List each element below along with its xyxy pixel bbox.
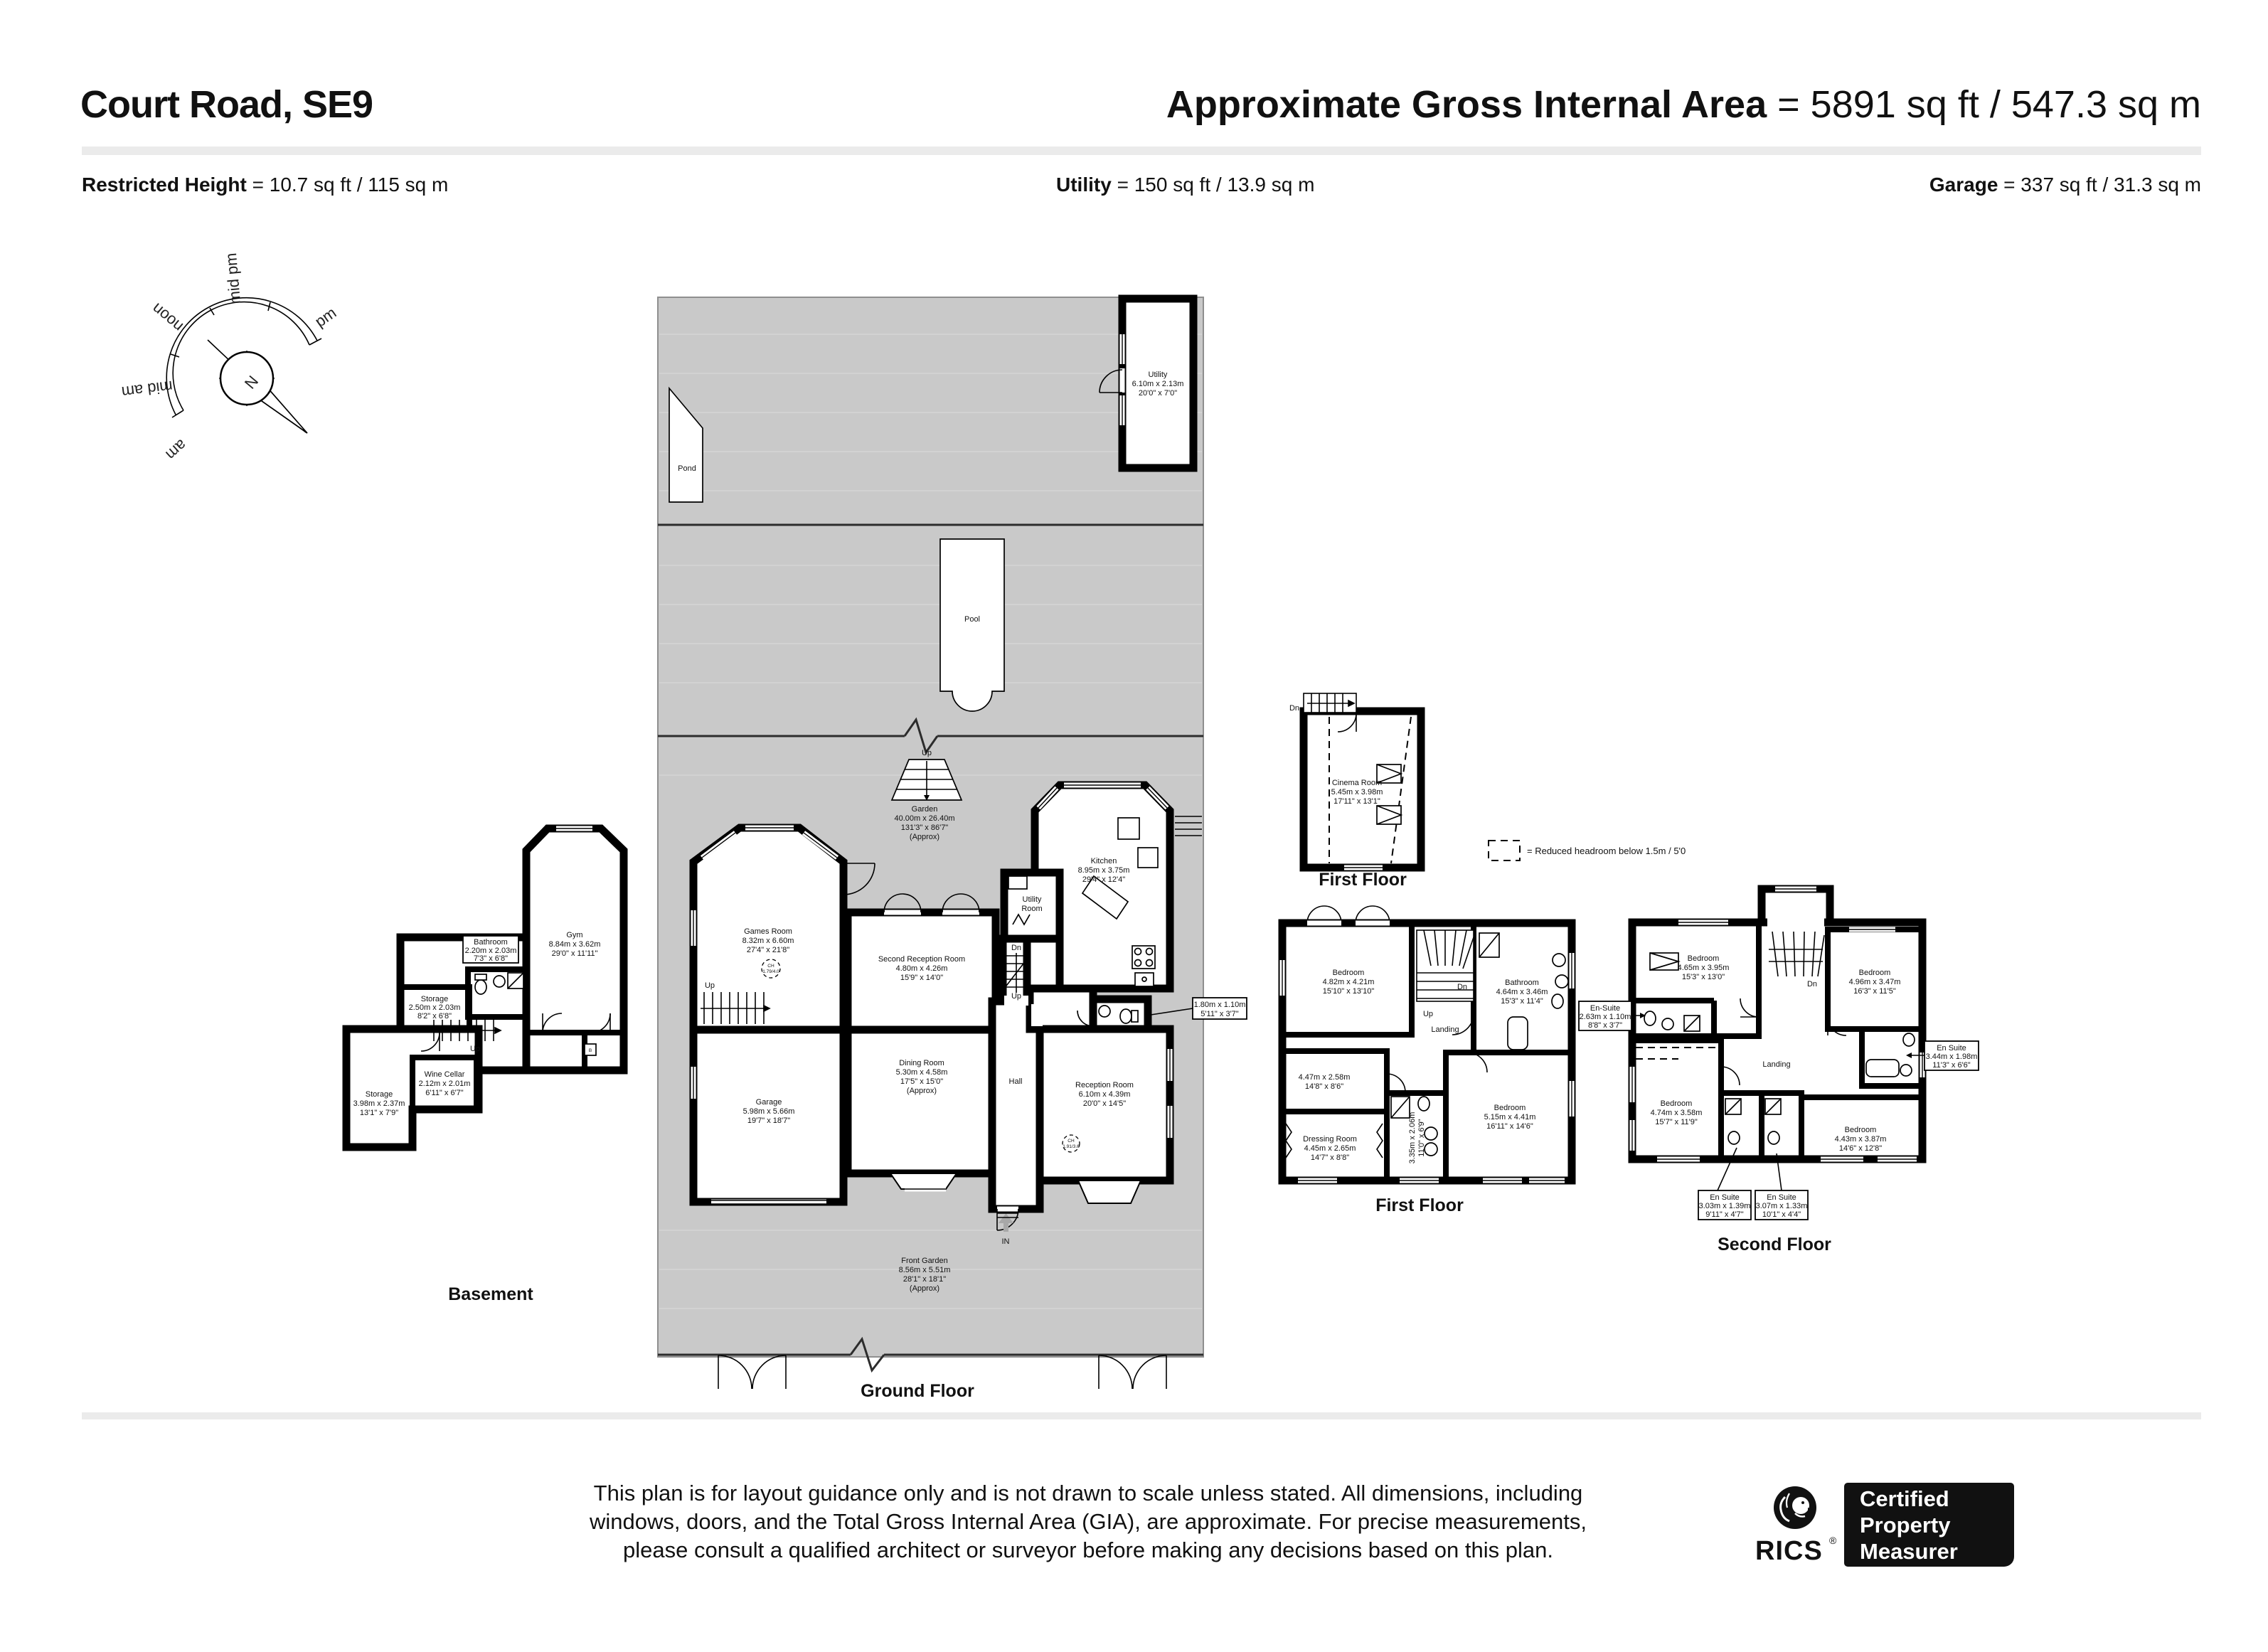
annex-dn-label: Dn xyxy=(1289,704,1300,713)
wc-callout-m: 1.80m x 1.10m xyxy=(1193,1001,1246,1009)
outbuilding-utility-ft: 20'0" x 7'0" xyxy=(1138,389,1178,398)
garden-steps-up-label: Up xyxy=(921,749,932,757)
games-up-label: Up xyxy=(704,981,715,990)
basement-bathroom-m: 2.20m x 2.03m xyxy=(464,947,517,955)
games-ch-bottom: 1.79/4.0 xyxy=(762,969,779,974)
storage2-ft: 13'1" x 7'9" xyxy=(359,1109,399,1117)
front-gate-left xyxy=(718,1355,786,1389)
utility-value: = 150 sq ft / 13.9 sq m xyxy=(1117,174,1315,196)
page-title: Court Road, SE9 xyxy=(80,83,373,126)
basement-plan xyxy=(346,828,624,1304)
games-room-name: Games Room xyxy=(744,927,792,936)
landing-nook xyxy=(1027,939,1060,992)
first-bed2-ft: 16'11" x 14'6" xyxy=(1486,1122,1533,1131)
reception-ft: 20'0" x 14'5" xyxy=(1082,1099,1127,1108)
kitchen-ft: 29'4" x 12'4" xyxy=(1082,875,1126,884)
first-floor-title: First Floor xyxy=(1375,1195,1464,1215)
dining-room xyxy=(848,1030,996,1173)
badge-line-1: Certified xyxy=(1860,1486,1949,1511)
first-bed1-name: Bedroom xyxy=(1332,969,1365,977)
ensuite-right-name: En Suite xyxy=(1937,1044,1966,1053)
ground-floor-title: Ground Floor xyxy=(861,1381,974,1401)
dining-name: Dining Room xyxy=(899,1059,944,1067)
ensuite-right-m: 3.44m x 1.98m xyxy=(1925,1053,1978,1061)
second-bed4-ft: 14'6" x 12'8" xyxy=(1838,1144,1883,1153)
kitchen-name: Kitchen xyxy=(1090,857,1117,865)
second-bed2-m: 4.96m x 3.47m xyxy=(1848,978,1901,986)
legend-swatch xyxy=(1489,841,1520,860)
garden-name: Garden xyxy=(911,805,938,814)
ensuite-right-ft: 11'3" x 6'6" xyxy=(1932,1061,1971,1070)
utility-room-name-1: Utility xyxy=(1022,895,1042,904)
ensuite-left-m: 2.63m x 1.10m xyxy=(1579,1013,1631,1021)
games-ch-top: CH xyxy=(767,964,774,969)
front-garden-approx: (Approx) xyxy=(909,1284,940,1293)
second-bed1-ft: 15'3" x 13'0" xyxy=(1681,973,1725,981)
ground-up-label: Up xyxy=(1011,992,1022,1001)
second-bed3-name: Bedroom xyxy=(1660,1099,1693,1108)
ensuite-b1-ft: 9'11" x 4'7" xyxy=(1705,1210,1744,1219)
compass-north-label: N xyxy=(240,372,262,393)
ensuite-b2-m: 3.07m x 1.33m xyxy=(1755,1202,1808,1210)
rics-registered-mark: ® xyxy=(1829,1535,1837,1546)
in-label: IN xyxy=(1001,1237,1010,1246)
first-bed2-name: Bedroom xyxy=(1494,1104,1526,1112)
storage2-name: Storage xyxy=(365,1090,393,1099)
second-bed1-m: 4.65m x 3.95m xyxy=(1677,964,1730,972)
first-up-label: Up xyxy=(1422,1010,1434,1018)
reception-steps xyxy=(1078,1181,1141,1203)
outbuilding-utility-m: 6.10m x 2.13m xyxy=(1132,380,1184,388)
restricted-height-label: Restricted Height xyxy=(82,174,247,196)
annex-title: First Floor xyxy=(1319,870,1407,890)
basement-bathroom-ft: 7'3" x 6'8" xyxy=(473,954,509,963)
first-r447-m: 4.47m x 2.58m xyxy=(1298,1073,1351,1082)
gym-ft: 29'0" x 11'11" xyxy=(551,949,598,958)
ensuite-b2-ft: 10'1" x 4'4" xyxy=(1762,1210,1801,1219)
storage1-ft: 8'2" x 6'8" xyxy=(417,1012,452,1020)
second-bed3-ft: 15'7" x 11'9" xyxy=(1655,1118,1698,1126)
first-bath-m: 4.64m x 3.46m xyxy=(1496,988,1548,996)
first-floor-annex-plan xyxy=(1289,693,1421,890)
badge-line-3: Measurer xyxy=(1860,1538,1958,1564)
restricted-height-value: = 10.7 sq ft / 115 sq m xyxy=(252,174,449,196)
compass-am-label: am xyxy=(162,436,191,464)
second-reception-ft: 15'9" x 14'0" xyxy=(900,974,944,982)
first-dn-label: Dn xyxy=(1457,983,1468,991)
second-reception-name: Second Reception Room xyxy=(878,955,966,964)
gym-m: 8.84m x 3.62m xyxy=(548,940,601,949)
garage-room xyxy=(693,1030,843,1202)
pool-shape xyxy=(940,539,1004,711)
hall-label: Hall xyxy=(1008,1077,1023,1086)
second-bed2-name: Bedroom xyxy=(1858,969,1891,977)
basement-bathroom-name: Bathroom xyxy=(474,938,508,947)
ensuite-left-name: En-Suite xyxy=(1590,1004,1621,1013)
first-landing-label: Landing xyxy=(1431,1025,1459,1034)
pond-label: Pond xyxy=(678,464,696,473)
front-garden-dims-m: 8.56m x 5.51m xyxy=(898,1266,951,1274)
ensuite-left-ft: 8'8" x 3'7" xyxy=(1587,1021,1623,1030)
cinema-name: Cinema Room xyxy=(1331,779,1383,787)
compass-rose xyxy=(121,252,340,464)
rics-wordmark: RICS xyxy=(1755,1536,1823,1566)
compass-noon-label: noon xyxy=(148,299,186,336)
ensuite-callout-bottom2 xyxy=(1755,1153,1808,1220)
footer-divider xyxy=(82,1412,2201,1419)
first-bed2-m: 5.15m x 4.41m xyxy=(1484,1113,1536,1121)
disclaimer-line-2: windows, doors, and the Total Gross Internal Area (GIA), are approximate. For precise measurements, xyxy=(590,1509,1587,1534)
first-shower-ft: 11'0" x 6'9" xyxy=(1417,1119,1426,1157)
ground-dn-label: Dn xyxy=(1011,944,1022,952)
first-shower-m: 3.35m x 2.06m xyxy=(1408,1112,1417,1164)
first-bath-ft: 15'3" x 11'4" xyxy=(1501,997,1543,1006)
disclaimer-line-1: This plan is for layout guidance only and is not drawn to scale unless stated. All dimensions, including xyxy=(593,1481,1583,1506)
first-bed1-m: 4.82m x 4.21m xyxy=(1322,978,1375,986)
dining-approx: (Approx) xyxy=(906,1087,937,1095)
first-shower-label xyxy=(1408,1112,1426,1164)
second-bed3-m: 4.74m x 3.58m xyxy=(1650,1109,1703,1117)
second-bed4-name: Bedroom xyxy=(1844,1126,1877,1134)
kitchen-m: 8.95m x 3.75m xyxy=(1077,866,1130,875)
second-landing-label: Landing xyxy=(1762,1060,1791,1069)
wine-ft: 6'11" x 6'7" xyxy=(425,1089,464,1097)
front-garden-name: Front Garden xyxy=(901,1257,948,1265)
cinema-ft: 17'11" x 13'1" xyxy=(1333,797,1380,806)
reception-m: 6.10m x 4.39m xyxy=(1078,1090,1131,1099)
garden-approx: (Approx) xyxy=(909,833,940,841)
garage-value: = 337 sq ft / 31.3 sq m xyxy=(2003,174,2201,196)
first-r447-ft: 14'8" x 8'6" xyxy=(1304,1082,1344,1091)
reception-ch-bottom: 1.91/3.6 xyxy=(1063,1144,1080,1149)
disclaimer xyxy=(260,1479,1917,1565)
pool-label: Pool xyxy=(964,615,981,624)
ensuite-b1-name: En Suite xyxy=(1710,1193,1740,1202)
front-garden-dims-ft: 28'1" x 18'1" xyxy=(903,1275,947,1284)
ensuite-b1-m: 3.03m x 1.39m xyxy=(1698,1202,1751,1210)
front-gate-right xyxy=(1099,1355,1166,1389)
second-dn-label: Dn xyxy=(1806,980,1818,988)
outbuilding-utility-name: Utility xyxy=(1148,371,1168,379)
dressing-name: Dressing Room xyxy=(1303,1135,1357,1144)
garden-dims-m: 40.00m x 26.40m xyxy=(894,814,955,823)
certified-property-measurer-badge xyxy=(1844,1483,2014,1567)
first-floor-plan xyxy=(1282,906,1572,1215)
garage-name: Garage xyxy=(755,1098,782,1107)
basement-title: Basement xyxy=(448,1284,533,1304)
reduced-headroom-legend xyxy=(1489,841,1686,860)
utility-room-name-2: Room xyxy=(1021,905,1043,913)
second-reception-m: 4.80m x 4.26m xyxy=(895,964,948,973)
utility-label: Utility xyxy=(1056,174,1112,196)
cinema-m: 5.45m x 3.98m xyxy=(1331,788,1383,796)
storage2-m: 3.98m x 2.37m xyxy=(353,1099,405,1108)
badge-line-2: Property xyxy=(1860,1512,1951,1538)
legend-text: = Reduced headroom below 1.5m / 5'0 xyxy=(1527,846,1686,856)
disclaimer-line-3: please consult a qualified architect or surveyor before making any decisions based on this plan. xyxy=(623,1538,1553,1562)
garage-ft: 19'7" x 18'7" xyxy=(747,1117,791,1125)
dining-m: 5.30m x 4.58m xyxy=(895,1068,948,1077)
wine-m: 2.12m x 2.01m xyxy=(418,1080,471,1088)
wine-name: Wine Cellar xyxy=(424,1070,465,1079)
reception-name: Reception Room xyxy=(1075,1081,1134,1089)
compass-mid-am-label: mid am xyxy=(120,377,174,402)
storage1-name: Storage xyxy=(420,995,449,1003)
garage-label: Garage xyxy=(1929,174,1998,196)
second-bed2-ft: 16'3" x 11'5" xyxy=(1853,987,1896,996)
games-room-ft: 27'4" x 21'8" xyxy=(746,946,790,954)
garden-dims-ft: 131'3" x 86'7" xyxy=(900,824,949,832)
boiler-label: B xyxy=(588,1048,592,1053)
games-room-m: 8.32m x 6.60m xyxy=(742,937,794,945)
gia-label: Approximate Gross Internal Area xyxy=(1166,83,1767,126)
second-floor-plan xyxy=(1579,889,1979,1254)
gym-name: Gym xyxy=(566,931,583,939)
reception-ch-top: CH xyxy=(1068,1139,1075,1144)
basement-bathroom-callout xyxy=(463,936,518,963)
dressing-m: 4.45m x 2.65m xyxy=(1304,1144,1356,1153)
second-floor-title: Second Floor xyxy=(1718,1235,1831,1254)
basement-up-label: Up xyxy=(469,1045,481,1053)
dressing-ft: 14'7" x 8'8" xyxy=(1310,1153,1350,1162)
second-bed4-m: 4.43m x 3.87m xyxy=(1834,1135,1887,1144)
dining-ft: 17'5" x 15'0" xyxy=(900,1077,944,1086)
rics-lion-icon xyxy=(1764,1479,1835,1536)
first-bath-name: Bathroom xyxy=(1505,979,1539,987)
gia-value: = 5891 sq ft / 547.3 sq m xyxy=(1777,83,2201,126)
wc-callout-ft: 5'11" x 3'7" xyxy=(1200,1010,1239,1018)
second-bed1-name: Bedroom xyxy=(1687,954,1720,963)
storage1-m: 2.50m x 2.03m xyxy=(408,1003,461,1012)
ensuite-b2-name: En Suite xyxy=(1767,1193,1796,1202)
first-bed1-ft: 15'10" x 13'10" xyxy=(1322,987,1375,996)
compass-mid-pm-label: mid pm xyxy=(221,252,245,305)
compass-pm-label: pm xyxy=(312,303,340,331)
garage-m: 5.98m x 5.66m xyxy=(742,1107,795,1116)
